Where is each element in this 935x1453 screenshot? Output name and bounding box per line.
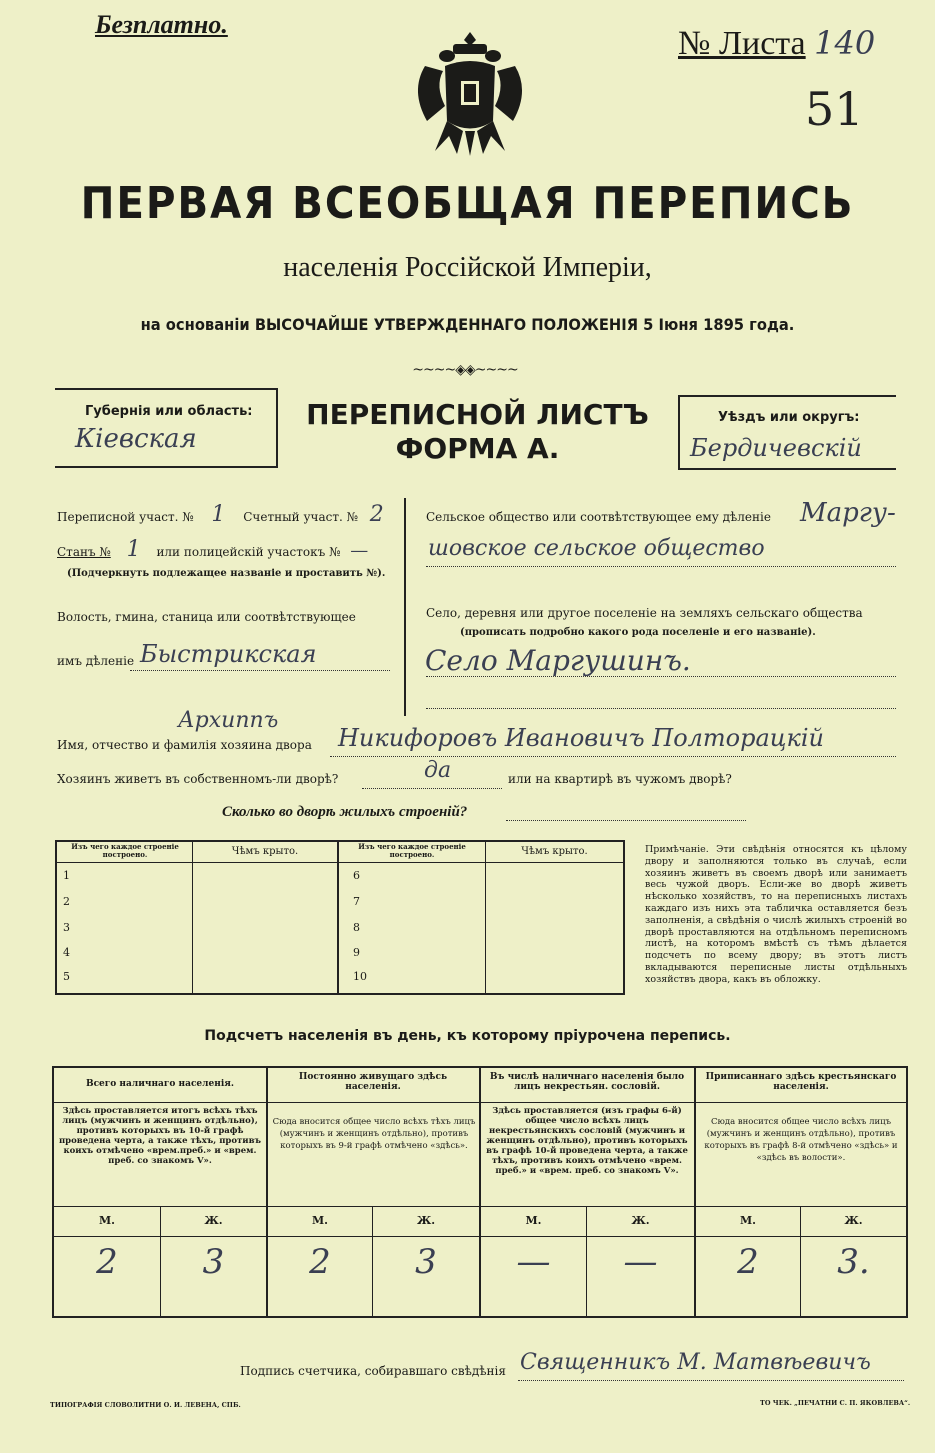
row-num-7: 7 bbox=[353, 895, 360, 908]
gubernia-value: Кiевская bbox=[75, 424, 197, 454]
group-4-title: Приписаннаго здѣсь крестьянскаго населенія. bbox=[705, 1072, 897, 1092]
group-1-desc: Здѣсь проставляется итогъ всѣхъ тѣхъ лицъ (мужчинъ и женщинъ отдѣльно), противъ которыхъ въ 10-й графѣ проведена черта, а также тѣхъ, противъ коихъ отмѣчено «врем.преб.» и «врем. преб. со знакомъ V». bbox=[58, 1106, 262, 1166]
group-3-desc: Здѣсь проставляется (изъ графы 6-й) общее число всѣхъ лицъ некрестьянскихъ сословій (мужчинъ и женщинъ отдѣльно), противъ которыхъ въ графѣ 10-й проведена черта, а также тѣхъ, противъ коихъ отмѣчено «врем. преб.» и «врем. преб. со знакомъ V». bbox=[486, 1106, 688, 1176]
population-table bbox=[52, 1066, 908, 1318]
g3-f-label: Ж. bbox=[631, 1214, 650, 1227]
volost-value: Быстрикская bbox=[140, 640, 317, 668]
row-num-6: 6 bbox=[353, 869, 360, 882]
g2-f-value: 3 bbox=[415, 1242, 437, 1282]
row-num-2: 2 bbox=[63, 895, 70, 908]
g1-m-label: М. bbox=[98, 1214, 115, 1227]
row-num-8: 8 bbox=[353, 921, 360, 934]
row-num-4: 4 bbox=[63, 946, 70, 959]
g4-m-value: 2 bbox=[737, 1242, 759, 1282]
yard-note: Примѣчаніе. Эти свѣдѣнія относятся къ цѣлому двору и заполняются только въ случаѣ, если хозяинъ живетъ въ своемъ дворѣ или занимаетъ весь чужой дворъ. Если-же во дворѣ живетъ нѣсколько хозяйствъ, то на переписныхъ листахъ каждаго изъ нихъ эта табличка оставляется безъ заполненія, а свѣдѣнія о числѣ жилыхъ строеній во дворѣ проставляются на отдѣльномъ переписномъ листѣ, на которомъ вмѣстѣ съ тѣмъ дѣлается подсчетъ по всему двору; въ этотъ листъ вкладываются переписные листы отдѣльныхъ хозяйствъ двора, какъ въ обложку. bbox=[645, 844, 907, 985]
own-yard-value: да bbox=[424, 758, 452, 783]
col-roof-right: Чѣмъ крыто. bbox=[521, 846, 588, 857]
sheet-number-value: 140 bbox=[814, 24, 876, 62]
uchast-label: Переписной участ. № bbox=[57, 510, 194, 524]
owner-name-label: Имя, отчество и фамилія хозяина двора bbox=[57, 738, 312, 752]
row-num-1: 1 bbox=[63, 869, 70, 882]
uchast-line bbox=[57, 502, 392, 527]
row-num-5: 5 bbox=[63, 970, 70, 983]
form-title: ПЕРЕПИСНОЙ ЛИСТЪ bbox=[306, 398, 649, 431]
schet-value: 2 bbox=[369, 502, 384, 527]
stan-line bbox=[57, 537, 374, 562]
g4-f-value: 3. bbox=[837, 1242, 870, 1282]
gubernia-label: Губернія или область: bbox=[85, 404, 253, 419]
volost-label: Волость, гмина, станица или соотвѣтствующее bbox=[57, 610, 356, 624]
underline-note: (Подчеркнуть подлежащее названіе и проставить №). bbox=[67, 568, 386, 579]
village-note: (прописать подробно какого рода поселеніе и его названіе). bbox=[460, 627, 816, 638]
schet-label: Счетный участ. № bbox=[243, 510, 358, 524]
census-basis: на основаніи ВЫСОЧАЙШЕ УТВЕРЖДЕННАГО ПОЛОЖЕНІЯ 5 Іюня 1895 года. bbox=[140, 315, 795, 334]
col-roof-left: Чѣмъ крыто. bbox=[231, 846, 299, 857]
row-num-10: 10 bbox=[353, 970, 367, 983]
buildings-question: Сколько во дворѣ жилыхъ строеній? bbox=[222, 804, 468, 820]
g1-f-label: Ж. bbox=[204, 1214, 223, 1227]
printer-right: ТО ЧЕК. „ПЕЧАТНИ С. П. ЯКОВЛЕВА“. bbox=[760, 1399, 911, 1407]
buildings-table bbox=[55, 840, 625, 995]
row-num-3: 3 bbox=[63, 921, 70, 934]
society-label: Сельское общество или соотвѣтствующее ему дѣленіе bbox=[426, 510, 771, 524]
owner-name-value: Никифоровъ Ивановичъ Полторацкiй bbox=[338, 724, 825, 752]
uezd-label: Уѣздъ или округъ: bbox=[718, 410, 860, 425]
g2-m-label: М. bbox=[311, 1214, 328, 1227]
society-value-2: шовское сельское общество bbox=[428, 536, 765, 561]
col-material-left: Изъ чего каждое строеніе построено. bbox=[71, 842, 179, 859]
g1-m-value: 2 bbox=[96, 1242, 118, 1282]
uchast-value: 1 bbox=[211, 502, 226, 527]
society-value-1: Маргу- bbox=[800, 498, 896, 528]
free-label: Безплатно. bbox=[95, 10, 228, 39]
village-label: Село, деревня или другое поселеніе на земляхъ сельскаго общества bbox=[426, 606, 863, 620]
g3-f-value: — bbox=[623, 1242, 658, 1282]
sheet-number-label bbox=[678, 24, 875, 63]
group-1-title: Всего наличнаго населенія. bbox=[85, 1079, 235, 1089]
population-heading: Подсчетъ населенія въ день, къ которому пріурочена перепись. bbox=[204, 1028, 731, 1044]
ornament-divider: ~~~~◈◈~~~~ bbox=[412, 362, 518, 378]
row-num-9: 9 bbox=[353, 946, 360, 959]
form-subtitle: ФОРМА А. bbox=[395, 432, 560, 465]
stamp-number: 51 bbox=[805, 82, 864, 136]
sheet-label-text: № Листа bbox=[678, 25, 806, 62]
rent-label: или на квартирѣ въ чужомъ дворѣ? bbox=[508, 772, 732, 786]
col-material-right: Изъ чего каждое строеніе построено. bbox=[358, 842, 466, 859]
census-title: ПЕРВАЯ ВСЕОБЩАЯ ПЕРЕПИСЬ bbox=[80, 178, 855, 229]
village-value: Село Маргушинъ. bbox=[425, 644, 691, 677]
stan-label: Станъ № bbox=[57, 545, 111, 559]
g3-m-value: — bbox=[516, 1242, 551, 1282]
g4-m-label: М. bbox=[739, 1214, 756, 1227]
g1-f-value: 3 bbox=[202, 1242, 225, 1282]
police-label: или полицейскій участокъ № bbox=[156, 545, 341, 559]
census-subtitle: населенія Россійской Имперіи, bbox=[283, 252, 652, 283]
group-2-title: Постоянно живущаго здѣсь населенія. bbox=[298, 1072, 448, 1092]
group-4-desc: Сюда вносится общее число всѣхъ лицъ (мужчинъ и женщинъ отдѣльно), противъ которыхъ въ графѣ 8-й отмѣчено «здѣсь» и «здѣсь въ волости». bbox=[704, 1117, 898, 1163]
printer-left: ТИПОГРАФІЯ СЛОВОЛИТНИ О. И. ЛЕВЕНА, СПБ. bbox=[50, 1401, 241, 1409]
g4-f-label: Ж. bbox=[844, 1214, 863, 1227]
g2-m-value: 2 bbox=[309, 1242, 331, 1282]
owner-name-above: Архиппъ bbox=[178, 708, 279, 733]
signature-value: Священникъ М. Матвѣевичъ bbox=[520, 1350, 871, 1375]
g3-m-label: М. bbox=[525, 1214, 542, 1227]
police-value: — bbox=[350, 540, 369, 561]
stan-value: 1 bbox=[126, 537, 141, 562]
g2-f-label: Ж. bbox=[416, 1214, 436, 1227]
own-yard-label: Хозяинъ живетъ въ собственномъ-ли дворѣ? bbox=[57, 772, 339, 786]
uezd-value: Бердичевскiй bbox=[690, 434, 862, 462]
group-2-desc: Сюда вносится общее число всѣхъ тѣхъ лицъ (мужчинъ и женщинъ отдѣльно), противъ которыхъ въ 9-й графѣ отмѣчено «здѣсь». bbox=[272, 1117, 476, 1151]
signature-label: Подпись счетчика, собиравшаго свѣдѣнія bbox=[240, 1364, 506, 1378]
double-headed-eagle-emblem bbox=[405, 26, 535, 161]
volost-label-2: имъ дѣленіе bbox=[57, 654, 135, 668]
group-3-title: Въ числѣ наличнаго населенія было лицъ некрестьян. сословій. bbox=[489, 1072, 685, 1092]
